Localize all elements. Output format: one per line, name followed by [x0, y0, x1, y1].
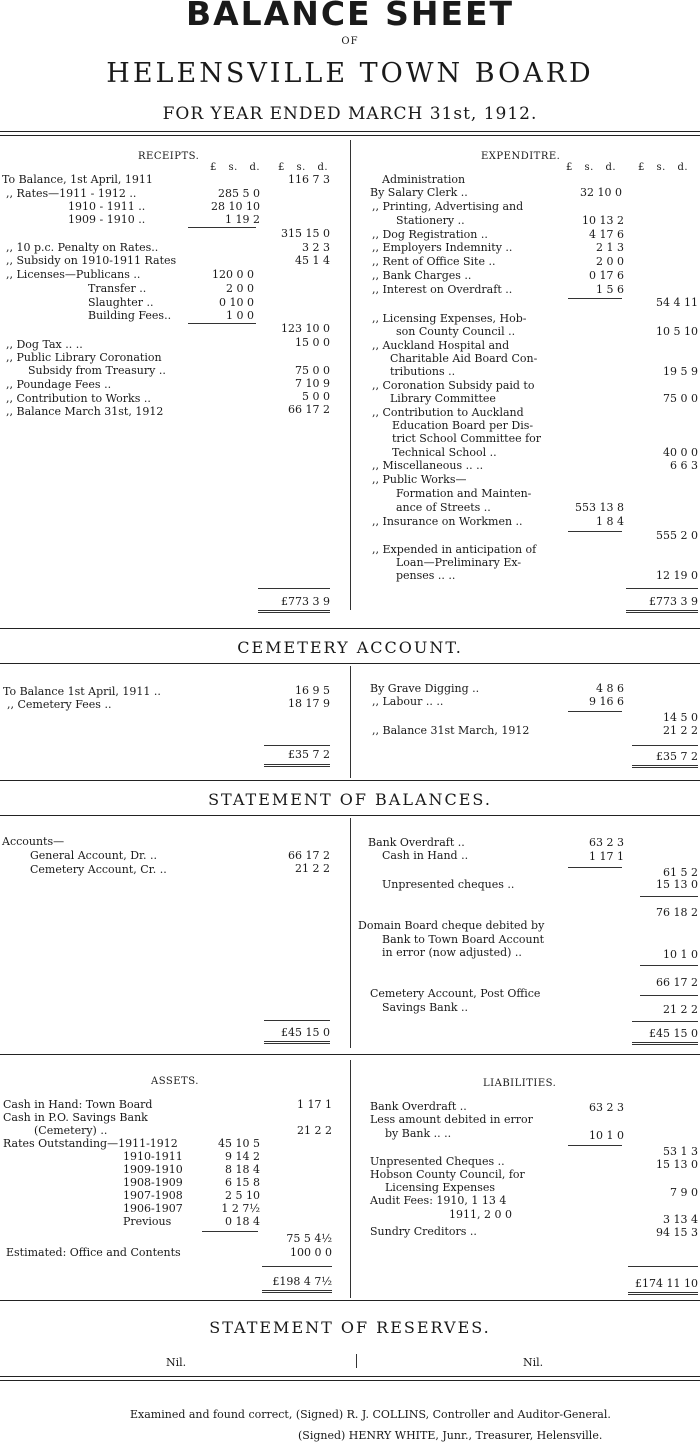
- receipts-total-currency: £ s. d.: [278, 162, 329, 173]
- balance-total: 76 18 2: [656, 906, 698, 919]
- liability-label: Licensing Expenses: [385, 1181, 496, 1194]
- rule: [0, 815, 700, 816]
- rule: [0, 663, 700, 664]
- expense-sub: 1 8 4: [596, 515, 624, 528]
- receipt-sub: 120 0 0: [212, 268, 254, 281]
- balance-total: 10 1 0: [663, 948, 698, 961]
- receipts-sub-currency: £ s. d.: [210, 162, 261, 173]
- expense-total: 6 6 3: [670, 459, 698, 472]
- asset-label: 1907-1908: [123, 1189, 183, 1202]
- receipt-total: 123 10 0: [281, 322, 330, 335]
- auditor-signature-line: Examined and found correct, (Signed) R. J. COLLINS, Controller and Auditor-General.: [130, 1408, 611, 1421]
- expense-label: Administration: [382, 173, 466, 186]
- asset-sub: 45 10 5: [218, 1137, 260, 1150]
- balance-sub: 63 2 3: [589, 836, 624, 849]
- cemetery-label: By Grave Digging ..: [370, 682, 480, 695]
- balance-label: Cash in Hand ..: [382, 849, 469, 862]
- cemetery-label: ,, Balance 31st March, 1912: [372, 724, 530, 737]
- asset-label: 1910-1911: [123, 1150, 183, 1163]
- asset-label: 1906-1907: [123, 1202, 183, 1215]
- receipts-heading: RECEIPTS.: [138, 151, 200, 162]
- balance-label: in error (now adjusted) ..: [382, 946, 522, 959]
- cemetery-total: 14 5 0: [663, 711, 698, 724]
- expense-total: 19 5 9: [663, 365, 698, 378]
- receipts-total: £773 3 9: [281, 595, 330, 608]
- rule: [0, 780, 700, 781]
- total-rule: [264, 1043, 330, 1044]
- cemetery-total: 16 9 5: [295, 684, 330, 697]
- balance-label: Savings Bank ..: [382, 1001, 468, 1014]
- expense-total: 555 2 0: [656, 529, 698, 542]
- total-rule: [632, 767, 698, 768]
- expense-label: penses .. ..: [396, 569, 456, 582]
- receipt-sub: 1 19 2: [225, 213, 260, 226]
- subtotal-rule: [188, 227, 256, 228]
- liability-label: Less amount debited in error: [370, 1113, 533, 1126]
- expense-sub: 4 17 6: [589, 228, 624, 241]
- total-rule: [258, 610, 330, 611]
- rule: [0, 628, 700, 629]
- reserves-right: Nil.: [523, 1356, 544, 1369]
- receipt-sub: 0 10 0: [219, 296, 254, 309]
- liability-total: 94 15 3: [656, 1226, 698, 1239]
- expense-label: Loan—Preliminary Ex-: [396, 556, 522, 569]
- expense-total: 10 5 10: [656, 325, 698, 338]
- column-divider: [350, 818, 351, 1048]
- reserves-left: Nil.: [166, 1356, 187, 1369]
- expense-sub: 2 1 3: [596, 241, 624, 254]
- expense-label: ,, Dog Registration ..: [372, 228, 488, 241]
- total-rule: [264, 1020, 330, 1021]
- expense-label: tributions ..: [390, 365, 456, 378]
- expense-sub: 10 13 2: [582, 214, 624, 227]
- asset-label: 1909-1910: [123, 1163, 183, 1176]
- total-rule: [264, 764, 330, 765]
- total-rule: [258, 612, 330, 613]
- expense-label: ,, Interest on Overdraft ..: [372, 283, 513, 296]
- rule: [0, 135, 700, 136]
- expense-label: Library Committee: [390, 392, 496, 405]
- asset-label: Cash in Hand: Town Board: [3, 1098, 153, 1111]
- expense-label: ,, Bank Charges ..: [372, 269, 472, 282]
- title-of: OF: [341, 36, 359, 47]
- total-rule: [628, 1294, 698, 1295]
- expense-label: ,, Printing, Advertising and: [372, 200, 524, 213]
- cemetery-total: 18 17 9: [288, 697, 330, 710]
- receipt-total: 116 7 3: [288, 173, 330, 186]
- cemetery-label: ,, Cemetery Fees ..: [7, 698, 112, 711]
- balance-label: Cemetery Account, Post Office: [370, 987, 541, 1000]
- balances-left-total: £45 15 0: [281, 1026, 330, 1039]
- expense-label: ,, Auckland Hospital and: [372, 339, 510, 352]
- liability-label: Sundry Creditors ..: [370, 1225, 477, 1238]
- expense-label: ,, Coronation Subsidy paid to: [372, 379, 535, 392]
- expenditure-total: £773 3 9: [649, 595, 698, 608]
- balance-total: 21 2 2: [295, 862, 330, 875]
- reserves-heading: STATEMENT OF RESERVES.: [209, 1318, 491, 1337]
- balance-total: 61 5 2: [663, 866, 698, 879]
- expenditure-total-currency: £ s. d.: [638, 162, 689, 173]
- balance-label: Bank to Town Board Account: [382, 933, 545, 946]
- expense-label: trict School Committee for: [392, 432, 542, 445]
- liability-sub: 63 2 3: [589, 1101, 624, 1114]
- receipt-label: ,, Public Library Coronation: [6, 351, 162, 364]
- balance-total: 66 17 2: [656, 976, 698, 989]
- total-rule: [628, 1292, 698, 1293]
- balance-label: Unpresented cheques ..: [382, 878, 515, 891]
- receipt-label: Slaughter ..: [88, 296, 154, 309]
- receipt-label: ,, Rates—1911 - 1912 ..: [6, 187, 137, 200]
- expense-label: ,, Miscellaneous .. ..: [372, 459, 484, 472]
- expense-label: Education Board per Dis-: [392, 419, 534, 432]
- cemetery-left-total: £35 7 2: [288, 748, 330, 761]
- liability-total: 53 1 3: [663, 1145, 698, 1158]
- total-rule: [264, 745, 330, 746]
- receipt-total: 7 10 9: [295, 377, 330, 390]
- asset-sub: 9 14 2: [225, 1150, 260, 1163]
- receipt-total: 15 0 0: [295, 336, 330, 349]
- subtotal-rule: [568, 711, 622, 712]
- cemetery-label: To Balance 1st April, 1911 ..: [3, 685, 161, 698]
- expense-label: Charitable Aid Board Con-: [390, 352, 538, 365]
- expense-label: ,, Employers Indemnity ..: [372, 241, 513, 254]
- asset-total: 21 2 2: [297, 1124, 332, 1137]
- assets-total: £198 4 7½: [272, 1275, 332, 1288]
- column-divider: [350, 140, 351, 610]
- receipt-label: 1910 - 1911 ..: [68, 200, 146, 213]
- column-divider: [356, 1354, 357, 1368]
- rule: [0, 1376, 700, 1377]
- asset-label: (Cemetery) ..: [34, 1124, 108, 1137]
- balances-right-total: £45 15 0: [649, 1027, 698, 1040]
- cemetery-right-total: £35 7 2: [656, 750, 698, 763]
- expense-label: ,, Contribution to Auckland: [372, 406, 524, 419]
- liability-label: Hobson County Council, for: [370, 1168, 525, 1181]
- total-rule: [632, 1042, 698, 1043]
- cemetery-sub: 9 16 6: [589, 695, 624, 708]
- balance-label: Domain Board cheque debited by: [358, 919, 545, 932]
- liability-total: 7 9 0: [670, 1186, 698, 1199]
- liability-label: 1911, 2 0 0: [449, 1208, 512, 1221]
- asset-sub: 8 18 4: [225, 1163, 260, 1176]
- asset-sub: 1 2 7½: [221, 1202, 260, 1215]
- expense-label: ,, Insurance on Workmen ..: [372, 515, 523, 528]
- expense-label: ,, Expended in anticipation of: [372, 543, 537, 556]
- expense-label: Technical School ..: [392, 446, 497, 459]
- balance-total: 66 17 2: [288, 849, 330, 862]
- receipt-label: ,, Subsidy on 1910-1911 Rates: [6, 254, 177, 267]
- cemetery-label: ,, Labour .. ..: [372, 695, 444, 708]
- liabilities-heading: LIABILITIES.: [483, 1078, 557, 1089]
- total-rule: [632, 745, 698, 746]
- asset-sub: 0 18 4: [225, 1215, 260, 1228]
- expenditure-sub-currency: £ s. d.: [566, 162, 617, 173]
- receipt-label: Transfer ..: [88, 282, 147, 295]
- balance-total: 15 13 0: [656, 878, 698, 891]
- column-divider: [350, 1060, 351, 1298]
- expense-label: Formation and Mainten-: [396, 487, 532, 500]
- expense-label: ,, Licensing Expenses, Hob-: [372, 312, 527, 325]
- total-rule: [262, 1292, 332, 1293]
- receipt-total: 315 15 0: [281, 227, 330, 240]
- liability-label: Bank Overdraft ..: [370, 1100, 467, 1113]
- receipt-sub: 28 10 10: [211, 200, 260, 213]
- receipt-label: ,, Dog Tax .. ..: [6, 338, 83, 351]
- expense-sub: 0 17 6: [589, 269, 624, 282]
- page-title: BALANCE SHEET: [185, 0, 515, 33]
- cemetery-sub: 4 8 6: [596, 682, 624, 695]
- total-rule: [632, 1021, 698, 1022]
- receipt-total: 75 0 0: [295, 364, 330, 377]
- balance-label: Accounts—: [2, 835, 65, 848]
- asset-sub: 6 15 8: [225, 1176, 260, 1189]
- liability-label: Unpresented Cheques ..: [370, 1155, 505, 1168]
- expense-sub: 2 0 0: [596, 255, 624, 268]
- receipt-label: Building Fees..: [88, 309, 172, 322]
- expense-sub: 553 13 8: [575, 501, 624, 514]
- liability-total: 15 13 0: [656, 1158, 698, 1171]
- subtotal-rule: [640, 965, 698, 966]
- subtotal-rule: [568, 531, 622, 532]
- balance-label: Bank Overdraft ..: [368, 836, 465, 849]
- receipt-total: 3 2 3: [302, 241, 330, 254]
- receipt-label: ,, 10 p.c. Penalty on Rates..: [6, 241, 159, 254]
- asset-label: Rates Outstanding—1911-1912: [3, 1137, 178, 1150]
- cemetery-heading: CEMETERY ACCOUNT.: [237, 638, 463, 657]
- liability-sub: 10 1 0: [589, 1129, 624, 1142]
- total-rule: [264, 766, 330, 767]
- liabilities-total: £174 11 10: [635, 1277, 698, 1290]
- rule: [0, 1054, 700, 1055]
- expense-total: 75 0 0: [663, 392, 698, 405]
- total-rule: [626, 612, 698, 613]
- balance-label: Cemetery Account, Cr. ..: [30, 863, 167, 876]
- receipt-sub: 2 0 0: [226, 282, 254, 295]
- subtotal-rule: [568, 867, 622, 868]
- receipt-label: ,, Poundage Fees ..: [6, 378, 112, 391]
- asset-total: 1 17 1: [297, 1098, 332, 1111]
- receipt-label: 1909 - 1910 ..: [68, 213, 146, 226]
- subtotal-rule: [568, 1145, 622, 1146]
- board-name: HELENSVILLE TOWN BOARD: [106, 58, 594, 89]
- subtotal-rule: [640, 896, 698, 897]
- rule: [0, 131, 700, 132]
- expense-label: Stationery ..: [396, 214, 465, 227]
- column-divider: [350, 666, 351, 778]
- liability-label: Audit Fees: 1910, 1 13 4: [370, 1194, 507, 1207]
- receipt-total: 5 0 0: [302, 390, 330, 403]
- balance-label: General Account, Dr. ..: [30, 849, 158, 862]
- liability-label: by Bank .. ..: [385, 1127, 452, 1140]
- expenditure-heading: EXPENDITRE.: [481, 151, 561, 162]
- subtotal-rule: [188, 323, 256, 324]
- expense-total: 40 0 0: [663, 446, 698, 459]
- expense-label: ,, Rent of Office Site ..: [372, 255, 496, 268]
- expense-label: By Salary Clerk ..: [370, 186, 468, 199]
- receipt-total: 66 17 2: [288, 403, 330, 416]
- balances-heading: STATEMENT OF BALANCES.: [208, 790, 492, 809]
- receipt-label: Subsidy from Treasury ..: [28, 364, 166, 377]
- total-rule: [626, 610, 698, 611]
- total-rule: [632, 765, 698, 766]
- receipt-total: 45 1 4: [295, 254, 330, 267]
- total-rule: [258, 588, 330, 589]
- rule: [0, 1300, 700, 1301]
- expense-label: son County Council ..: [396, 325, 516, 338]
- total-rule: [632, 1044, 698, 1045]
- subtotal-rule: [640, 995, 698, 996]
- receipt-label: ,, Licenses—Publicans ..: [6, 268, 141, 281]
- expense-sub: 32 10 0: [580, 186, 622, 199]
- asset-label: Cash in P.O. Savings Bank: [3, 1111, 148, 1124]
- period-heading: FOR YEAR ENDED MARCH 31st, 1912.: [162, 104, 538, 124]
- balance-sub: 1 17 1: [589, 850, 624, 863]
- balance-total: 21 2 2: [663, 1003, 698, 1016]
- asset-label: 1908-1909: [123, 1176, 183, 1189]
- asset-sub: 2 5 10: [225, 1189, 260, 1202]
- expense-label: ,, Public Works—: [372, 473, 467, 486]
- subtotal-rule: [568, 298, 622, 299]
- rule: [0, 1380, 700, 1381]
- receipt-label: To Balance, 1st April, 1911: [2, 173, 153, 186]
- receipt-sub: 285 5 0: [218, 187, 260, 200]
- total-rule: [626, 588, 698, 589]
- asset-label: Estimated: Office and Contents: [6, 1246, 181, 1259]
- receipt-label: ,, Balance March 31st, 1912: [6, 405, 164, 418]
- liability-total: 3 13 4: [663, 1213, 698, 1226]
- total-rule: [264, 1041, 330, 1042]
- receipt-sub: 1 0 0: [226, 309, 254, 322]
- asset-total: 75 5 4½: [286, 1232, 332, 1245]
- treasurer-signature-line: (Signed) HENRY WHITE, Junr., Treasurer, Helensville.: [298, 1429, 603, 1442]
- cemetery-total: 21 2 2: [663, 724, 698, 737]
- assets-heading: ASSETS.: [151, 1076, 199, 1087]
- total-rule: [262, 1266, 332, 1267]
- expense-label: ance of Streets ..: [396, 501, 491, 514]
- expense-total: 12 19 0: [656, 569, 698, 582]
- asset-label: Previous: [123, 1215, 172, 1228]
- total-rule: [628, 1266, 698, 1267]
- receipt-label: ,, Contribution to Works ..: [6, 392, 151, 405]
- expense-sub: 1 5 6: [596, 283, 624, 296]
- subtotal-rule: [202, 1231, 258, 1232]
- total-rule: [262, 1290, 332, 1291]
- asset-total: 100 0 0: [290, 1246, 332, 1259]
- expense-total: 54 4 11: [656, 296, 698, 309]
